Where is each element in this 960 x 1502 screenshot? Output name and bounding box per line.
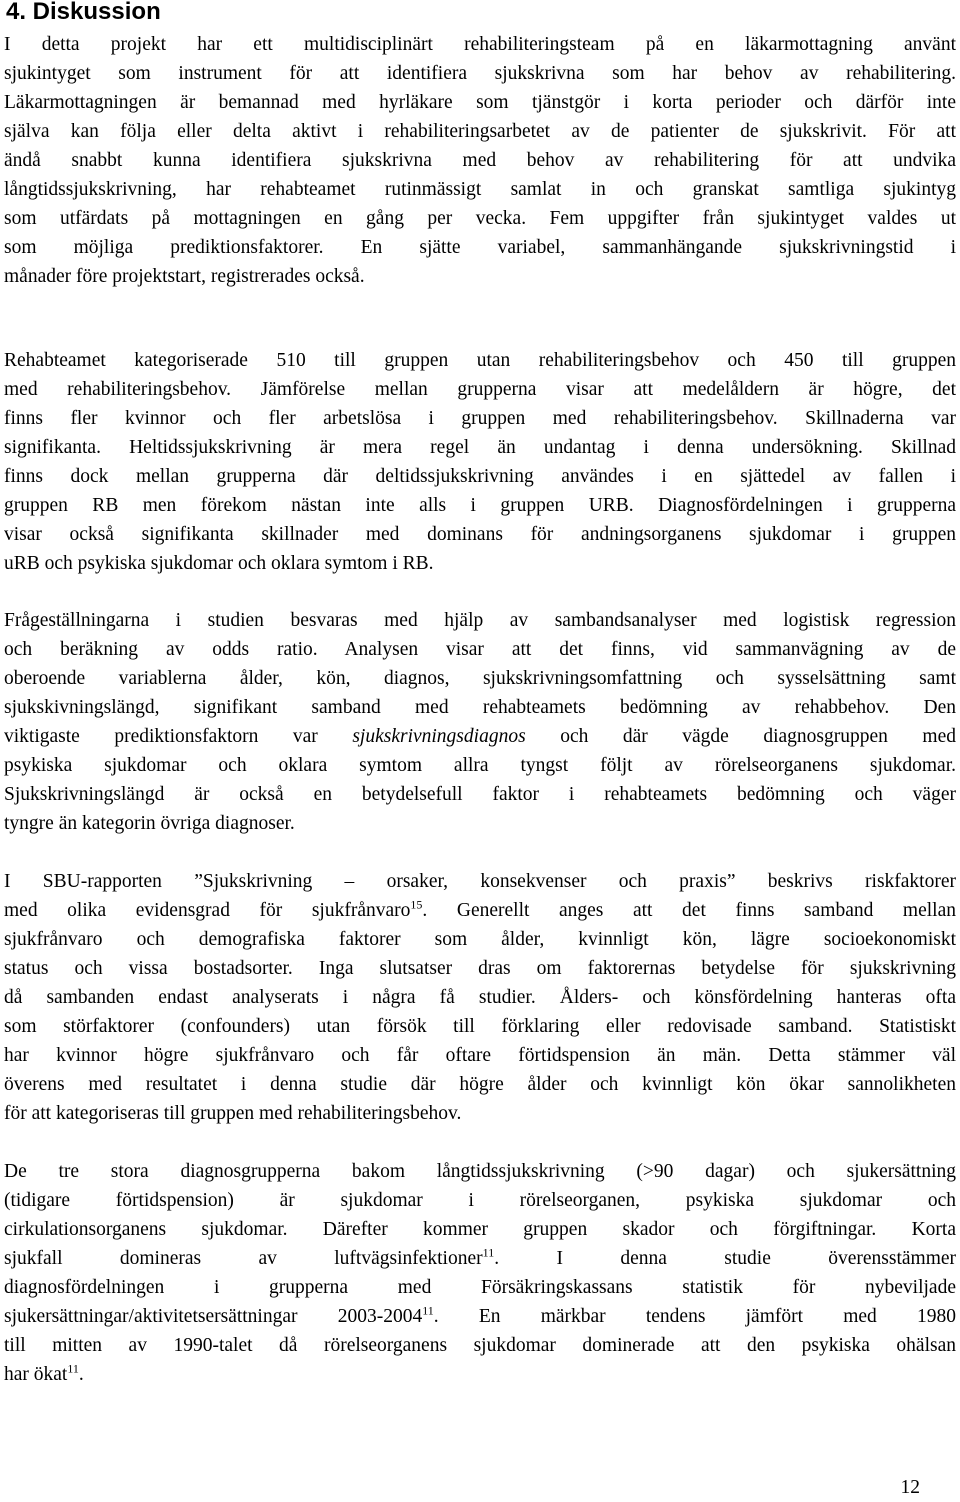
text-line: visar också signifikanta skillnader med dominans för andningsorganens sjukdomar i gruppen xyxy=(4,524,956,545)
text-line: som störfaktorer (confounders) utan försök till förklaring eller redovisade samband. Statistiskt xyxy=(4,1016,956,1037)
text-line: ändå snabbt kunna identifiera sjukskrivna med behov av rehabilitering för att undvika xyxy=(4,150,956,171)
text-run: . En märkbar tendens jämfört med 1980 xyxy=(433,1306,956,1327)
text-line: Frågeställningarna i studien besvaras med hjälp av sambandsanalyser med logistisk regression xyxy=(4,610,956,631)
text-line xyxy=(4,722,956,751)
text-line: De tre stora diagnosgrupperna bakom långtidssjukskrivning (>90 dagar) och sjukersättning xyxy=(4,1161,956,1182)
text-line: Sjukskrivningslängd är också en betydelsefull faktor i rehabteamets bedömning och väger xyxy=(4,784,956,805)
text-line: med rehabiliteringsbehov. Jämförelse mellan grupperna visar att medelåldern är högre, det xyxy=(4,379,956,400)
document-page xyxy=(4,0,956,1501)
text-line: till mitten av 1990-talet då rörelseorganens sjukdomar dominerade att den psykiska ohälsan xyxy=(4,1335,956,1356)
text-line: Rehabteamet kategoriserade 510 till gruppen utan rehabiliteringsbehov och 450 till gruppen xyxy=(4,350,956,371)
text-run: har ökat xyxy=(4,1364,68,1385)
reference-superscript: 11 xyxy=(482,1245,495,1260)
text-line: sjukintyget som instrument för att identifiera sjukskrivna som har behov av rehabilitering. xyxy=(4,63,956,84)
text-line xyxy=(4,1360,956,1389)
text-line: månader före projektstart, registrerades också. xyxy=(4,266,365,287)
paragraph-3 xyxy=(4,606,956,838)
text-line: uRB och psykiska sjukdomar och oklara symtom i RB. xyxy=(4,553,434,574)
text-line xyxy=(4,1244,956,1273)
paragraph-2 xyxy=(4,346,956,578)
text-line: överens med resultatet i denna studie där högre ålder och kvinnligt kön ökar sannolikheten xyxy=(4,1074,956,1095)
text-line: psykiska sjukdomar och oklara symtom allra tyngst följt av rörelseorganens sjukdomar. xyxy=(4,755,956,776)
text-line xyxy=(4,896,956,925)
text-line: finns fler kvinnor och fler arbetslösa i gruppen med rehabiliteringsbehov. Skillnaderna var xyxy=(4,408,956,429)
text-line: har kvinnor högre sjukfrånvaro och får oftare förtidspension än män. Detta stämmer väl xyxy=(4,1045,956,1066)
text-line: som utfärdats på mottagningen en gång per vecka. Fem uppgifter från sjukintyget valdes ut xyxy=(4,208,956,229)
text-line: gruppen RB men förekom nästan inte alls i gruppen URB. Diagnosfördelningen i grupperna xyxy=(4,495,956,516)
text-line: då sambanden endast analyserats i några få studier. Ålders- och könsfördelning hanteras ofta xyxy=(4,987,956,1008)
paragraph-1 xyxy=(4,30,956,291)
text-line: sjukfrånvaro och demografiska faktorer som ålder, kvinnligt kön, lägre socioekonomiskt xyxy=(4,929,956,950)
emphasized-term: sjukskrivningsdiagnos xyxy=(352,726,526,747)
section-heading: 4. Diskussion xyxy=(6,0,161,25)
text-line: tyngre än kategorin övriga diagnoser. xyxy=(4,813,295,834)
text-line: oberoende variablerna ålder, kön, diagnos, sjukskrivningsomfattning och sysselsättning samt xyxy=(4,668,956,689)
reference-superscript: 15 xyxy=(410,897,423,912)
paragraph-4 xyxy=(4,867,956,1128)
text-line: långtidssjukskrivning, har rehabteamet rutinmässigt samlat in och granskat samtliga sjukintyg xyxy=(4,179,956,200)
text-run: . xyxy=(78,1364,84,1385)
text-line: I SBU-rapporten ”Sjukskrivning – orsaker, konsekvenser och praxis” beskrivs riskfaktorer xyxy=(4,871,956,892)
page-number: 12 xyxy=(900,1477,920,1498)
text-line: I detta projekt har ett multidisciplinärt rehabiliteringsteam på en läkarmottagning använt xyxy=(4,34,956,55)
text-line: och beräkning av odds ratio. Analysen visar att det finns, vid sammanvägning av de xyxy=(4,639,956,660)
text-line: själva kan följa eller delta aktivt i rehabiliteringsarbetet av de patienter de sjukskrivit. För att xyxy=(4,121,956,142)
text-line: status och vissa bostadsorter. Inga slutsatser dras om faktorernas betydelse för sjukskrivning xyxy=(4,958,956,979)
reference-superscript: 11 xyxy=(67,1361,79,1376)
text-run: med olika evidensgrad för sjukfrånvaro xyxy=(4,900,411,921)
text-line xyxy=(4,1302,956,1331)
reference-superscript: 11 xyxy=(422,1303,434,1318)
text-run: sjukfall domineras av luftvägsinfektioner xyxy=(4,1248,483,1269)
text-run: sjukersättningar/aktivitetsersättningar 2003-2004 xyxy=(4,1306,423,1327)
text-run: viktigaste prediktionsfaktorn var xyxy=(4,726,353,747)
text-line: finns dock mellan grupperna där deltidssjukskrivning användes i en sjättedel av fallen i xyxy=(4,466,956,487)
text-run: . I denna studie överensstämmer xyxy=(494,1248,957,1269)
text-line: som möjliga prediktionsfaktorer. En sjätte variabel, sammanhängande sjukskrivningstid i xyxy=(4,237,956,258)
paragraph-5 xyxy=(4,1157,956,1389)
text-run: och där vägde diagnosgruppen med xyxy=(525,726,956,747)
text-line: signifikanta. Heltidssjukskrivning är mera regel än undantag i denna undersökning. Skillnad xyxy=(4,437,956,458)
text-line: cirkulationsorganens sjukdomar. Därefter kommer gruppen skador och förgiftningar. Korta xyxy=(4,1219,956,1240)
text-line: Läkarmottagningen är bemannad med hyrläkare som tjänstgör i korta perioder och därför inte xyxy=(4,92,956,113)
text-line: för att kategoriseras till gruppen med rehabiliteringsbehov. xyxy=(4,1103,462,1124)
text-line: (tidigare förtidspension) är sjukdomar i rörelseorganen, psykiska sjukdomar och xyxy=(4,1190,956,1211)
text-line: diagnosfördelningen i grupperna med Försäkringskassans statistik för nybeviljade xyxy=(4,1277,956,1298)
text-line: sjukskivningslängd, signifikant samband med rehabteamets bedömning av rehabbehov. Den xyxy=(4,697,956,718)
text-run: . Generellt anges att det finns samband mellan xyxy=(422,900,956,921)
